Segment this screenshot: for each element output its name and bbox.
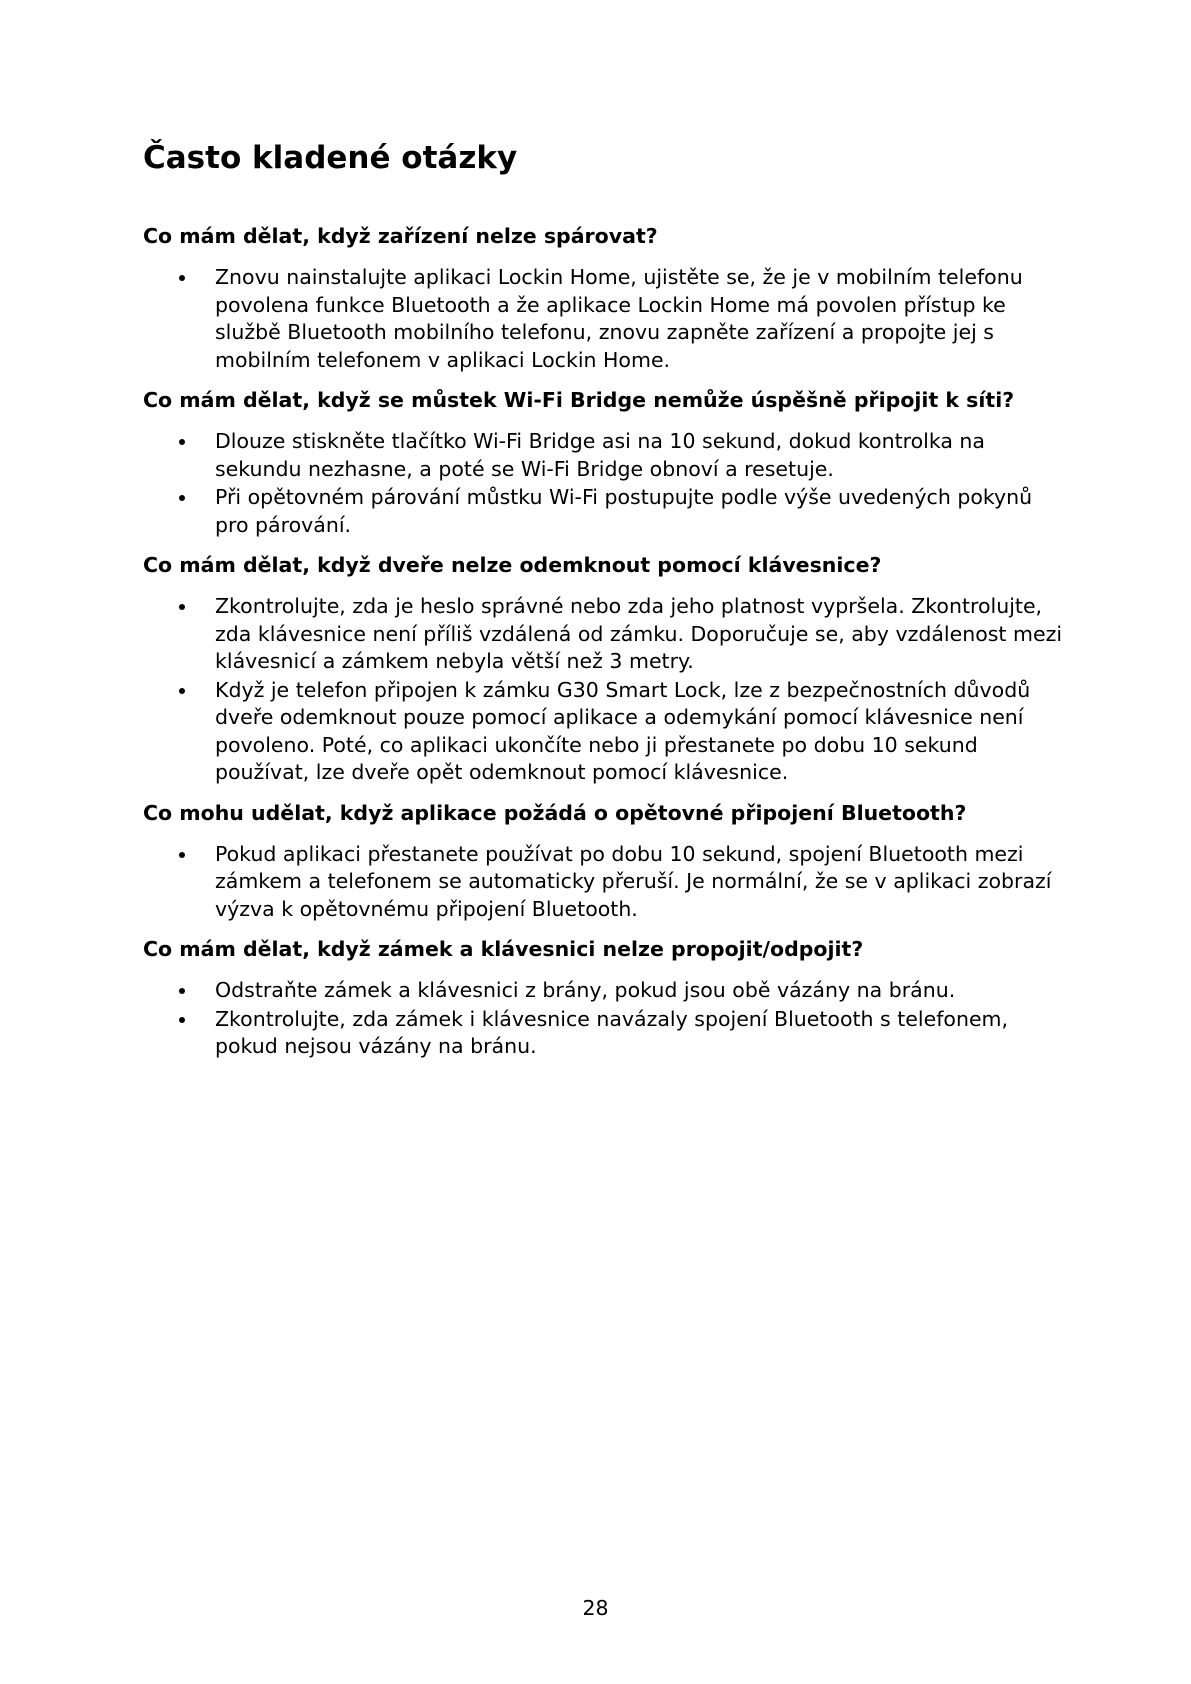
faq-answer [143,593,1063,676]
bullet-icon [179,604,185,610]
faq-answer-text: Při opětovném párování můstku Wi-Fi postupujte podle výše uvedených pokynů pro párování. [215,485,1033,537]
faq-answer [143,977,1063,1005]
faq-answer-text: Znovu nainstalujte aplikaci Lockin Home, ujistěte se, že je v mobilním telefonu povolena funkce Bluetooth a že aplikace Lockin Home má povolen přístup ke službě Bluetooth mobilního telefonu, znovu zapněte zařízení a propojte jej s mobilním telefonem v aplikaci Lockin Home. [215,265,1023,372]
faq-answer-list [143,841,1063,924]
faq-answer-text: Pokud aplikaci přestanete používat po dobu 10 sekund, spojení Bluetooth mezi zámkem a telefonem se automaticky přeruší. Je normální, že se v aplikaci zobrazí výzva k opětovnému připojení Bluetooth. [215,841,1052,921]
faq-answer [143,1006,1063,1061]
page-title: Často kladené otázky [143,140,518,176]
faq-answer-list [143,264,1063,374]
faq-answer-text: Odstraňte zámek a klávesnici z brány, pokud jsou obě vázány na bránu. [215,978,956,1002]
faq-item [143,551,1063,787]
faq-answer-text: Dlouze stiskněte tlačítko Wi-Fi Bridge asi na 10 sekund, dokud kontrolka na sekundu nezhasne, a poté se Wi-Fi Bridge obnoví a resetuje. [215,429,985,481]
bullet-icon [179,495,185,501]
faq-answer-text: Když je telefon připojen k zámku G30 Smart Lock, lze z bezpečnostních důvodů dveře odemknout pouze pomocí aplikace a odemykání pomocí klávesnice není povoleno. Poté, co aplikaci ukončíte nebo ji přestanete po dobu 10 sekund používat, lze dveře opět odemknout pomocí klávesnice. [215,677,1031,784]
bullet-icon [179,275,185,281]
page-content [143,138,1063,1073]
faq-question: Co mám dělat, když dveře nelze odemknout pomocí klávesnice? [143,553,882,577]
faq-question: Co mám dělat, když se můstek Wi-Fi Bridge nemůže úspěšně připojit k síti? [143,388,1015,412]
bullet-icon [179,1017,185,1023]
faq-answer [143,677,1063,787]
faq-item [143,386,1063,539]
bullet-icon [179,439,185,445]
faq-answer-list [143,977,1063,1061]
faq-answer [143,264,1063,374]
faq-item [143,935,1063,1061]
faq-answer [143,484,1063,539]
faq-item [143,222,1063,374]
faq-question: Co mám dělat, když zařízení nelze spárovat? [143,224,658,248]
faq-question: Co mohu udělat, když aplikace požádá o opětovné připojení Bluetooth? [143,800,967,825]
faq-answer-text: Zkontrolujte, zda je heslo správné nebo zda jeho platnost vypršela. Zkontrolujte, zda klávesnice není příliš vzdálená od zámku. Doporučuje se, aby vzdálenost mezi klávesnicí a zámkem nebyla větší než 3 metry. [215,594,1063,673]
page-number: 28 [582,1596,609,1620]
bullet-icon [179,988,185,994]
faq-item [143,799,1063,924]
faq-answer-list [143,593,1063,787]
faq-question: Co mám dělat, když zámek a klávesnici nelze propojit/odpojit? [143,937,864,961]
faq-answer-list [143,428,1063,539]
bullet-icon [179,852,185,858]
faq-answer [143,841,1063,924]
bullet-icon [179,688,185,694]
faq-answer [143,428,1063,483]
faq-answer-text: Zkontrolujte, zda zámek i klávesnice navázaly spojení Bluetooth s telefonem, pokud nejsou vázány na bránu. [215,1006,1009,1058]
